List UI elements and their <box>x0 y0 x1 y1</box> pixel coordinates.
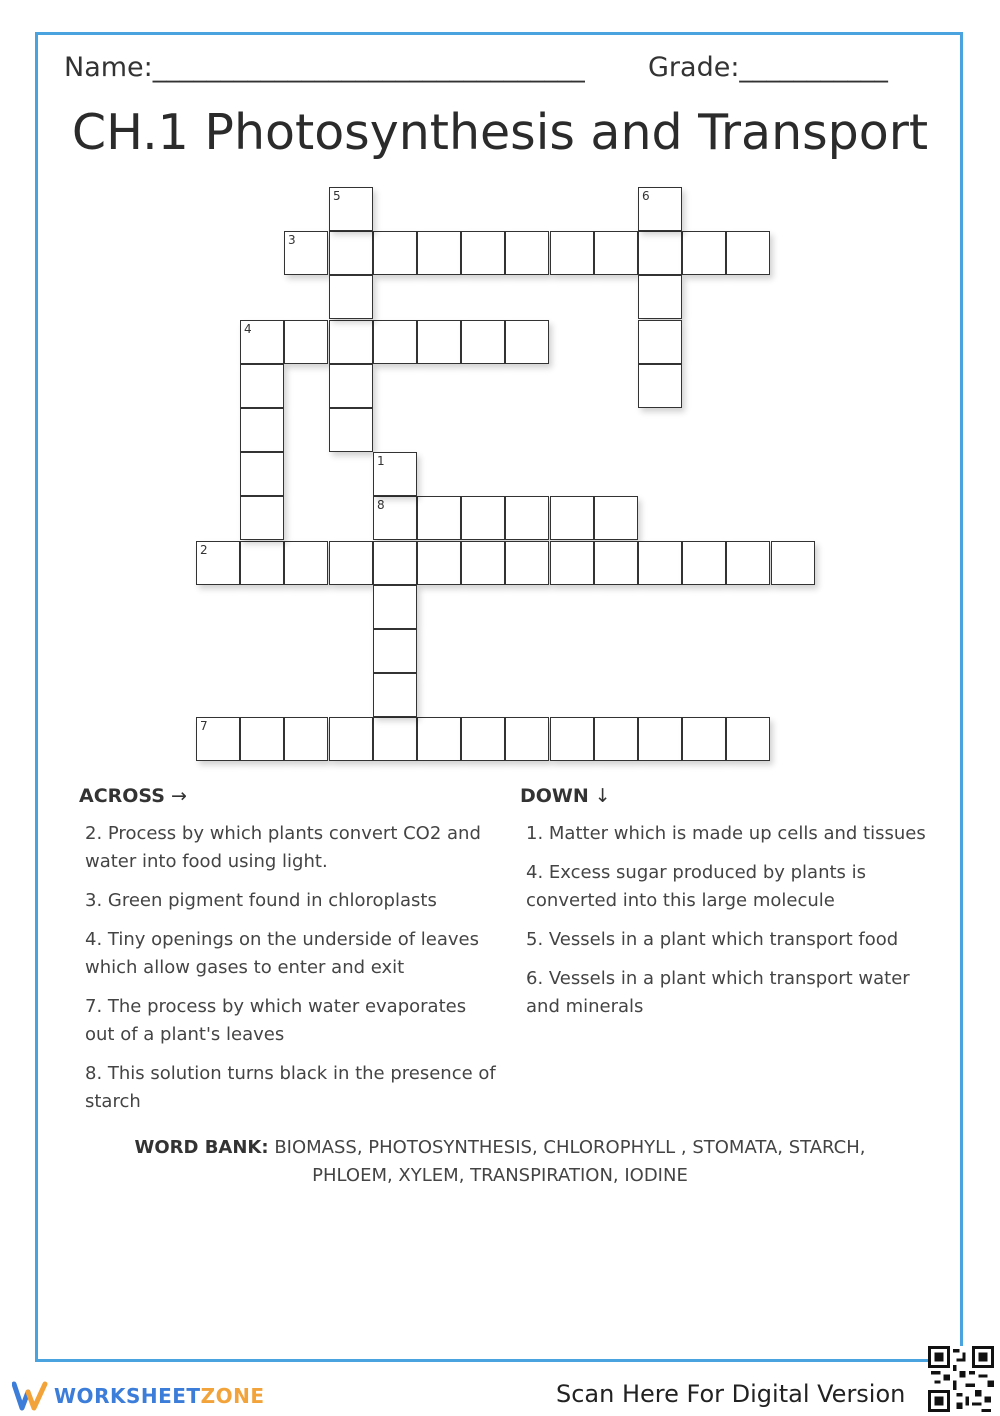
across-clue: 3. Green pigment found in chloroplasts <box>85 890 437 911</box>
word-bank-label: WORD BANK: <box>134 1137 269 1158</box>
crossword-cell[interactable] <box>638 717 682 761</box>
crossword-cell[interactable] <box>240 496 284 540</box>
crossword-cell[interactable] <box>505 541 549 585</box>
crossword-cell[interactable] <box>329 364 373 408</box>
crossword-cell[interactable] <box>329 717 373 761</box>
crossword-cell[interactable] <box>505 320 549 364</box>
crossword-cell[interactable] <box>638 541 682 585</box>
crossword-cell[interactable] <box>726 231 770 275</box>
across-heading <box>79 785 187 807</box>
clue-number: 1 <box>377 454 385 468</box>
word-bank <box>100 1134 900 1190</box>
across-clue-list <box>85 820 500 1127</box>
clue-number: 5 <box>333 189 341 203</box>
crossword-cell[interactable] <box>284 231 328 275</box>
down-clue: 4. Excess sugar produced by plants is converted into this large molecule <box>526 862 867 911</box>
logo-text <box>54 1384 264 1408</box>
worksheetzone-logo[interactable] <box>12 1378 264 1414</box>
crossword-cell[interactable] <box>417 717 461 761</box>
crossword-cell[interactable] <box>682 231 726 275</box>
page-title: CH.1 Photosynthesis and Transport <box>71 104 929 161</box>
crossword-cell[interactable] <box>726 541 770 585</box>
crossword-cell[interactable] <box>373 496 417 540</box>
crossword-cell[interactable] <box>373 231 417 275</box>
crossword-cell[interactable] <box>638 364 682 408</box>
down-heading <box>520 785 611 807</box>
crossword-cell[interactable] <box>461 541 505 585</box>
crossword-cell[interactable] <box>594 541 638 585</box>
crossword-cell[interactable] <box>682 717 726 761</box>
crossword-cell[interactable] <box>329 408 373 452</box>
logo-text-part1: WORKSHEET <box>54 1384 201 1408</box>
clue-number: 6 <box>642 189 650 203</box>
crossword-cell[interactable] <box>550 717 594 761</box>
crossword-cell[interactable] <box>196 541 240 585</box>
crossword-cell[interactable] <box>550 496 594 540</box>
crossword-cell[interactable] <box>726 717 770 761</box>
crossword-cell[interactable] <box>461 717 505 761</box>
across-clue: 2. Process by which plants convert CO2 and water into food using light. <box>85 823 481 872</box>
logo-text-part2: ZONE <box>200 1384 265 1408</box>
crossword-cell[interactable] <box>417 320 461 364</box>
crossword-cell[interactable] <box>284 717 328 761</box>
crossword-cell[interactable] <box>284 541 328 585</box>
down-clue: 6. Vessels in a plant which transport water and minerals <box>526 968 910 1017</box>
crossword-cell[interactable] <box>240 452 284 496</box>
crossword-cell[interactable] <box>505 717 549 761</box>
crossword-cell[interactable] <box>417 496 461 540</box>
crossword-cell[interactable] <box>638 275 682 319</box>
clue-number: 8 <box>377 498 385 512</box>
arrow-down-icon: ↓ <box>594 785 611 807</box>
crossword-cell[interactable] <box>373 452 417 496</box>
clue-number: 2 <box>200 543 208 557</box>
crossword-cell[interactable] <box>373 673 417 717</box>
crossword-cell[interactable] <box>461 496 505 540</box>
down-clue-list <box>526 820 936 1032</box>
word-bank-words: BIOMASS, PHOTOSYNTHESIS, CHLOROPHYLL , STOMATA, STARCH, PHLOEM, XYLEM, TRANSPIRATION, IODINE <box>274 1137 866 1186</box>
down-clue: 5. Vessels in a plant which transport food <box>526 929 899 950</box>
crossword-cell[interactable] <box>417 231 461 275</box>
crossword-cell[interactable] <box>240 320 284 364</box>
name-field[interactable]: Name:________________________________ <box>64 52 585 83</box>
crossword-cell[interactable] <box>240 717 284 761</box>
crossword-cell[interactable] <box>373 585 417 629</box>
crossword-cell[interactable] <box>284 320 328 364</box>
qr-code-icon[interactable] <box>928 1346 994 1412</box>
crossword-cell[interactable] <box>461 320 505 364</box>
crossword-cell[interactable] <box>638 187 682 231</box>
crossword-cell[interactable] <box>329 231 373 275</box>
logo-mark-icon <box>12 1380 48 1412</box>
crossword-cell[interactable] <box>550 231 594 275</box>
grade-field[interactable]: Grade:___________ <box>648 52 888 83</box>
crossword-cell[interactable] <box>417 541 461 585</box>
down-heading-label: DOWN <box>520 785 589 807</box>
crossword-cell[interactable] <box>373 629 417 673</box>
crossword-cell[interactable] <box>240 408 284 452</box>
clue-number: 7 <box>200 719 208 733</box>
crossword-cell[interactable] <box>329 187 373 231</box>
crossword-cell[interactable] <box>240 541 284 585</box>
crossword-cell[interactable] <box>505 496 549 540</box>
crossword-cell[interactable] <box>594 231 638 275</box>
crossword-cell[interactable] <box>373 717 417 761</box>
crossword-cell[interactable] <box>373 541 417 585</box>
crossword-cell[interactable] <box>240 364 284 408</box>
crossword-cell[interactable] <box>550 541 594 585</box>
crossword-cell[interactable] <box>329 275 373 319</box>
across-clue: 8. This solution turns black in the presence of starch <box>85 1063 496 1112</box>
crossword-cell[interactable] <box>329 320 373 364</box>
across-clue: 4. Tiny openings on the underside of leaves which allow gases to enter and exit <box>85 929 479 978</box>
clue-number: 3 <box>288 233 296 247</box>
across-heading-label: ACROSS <box>79 785 165 807</box>
clue-number: 4 <box>244 322 252 336</box>
crossword-cell[interactable] <box>594 717 638 761</box>
down-clue: 1. Matter which is made up cells and tissues <box>526 823 926 844</box>
across-clue: 7. The process by which water evaporates out of a plant's leaves <box>85 996 467 1045</box>
crossword-cell[interactable] <box>638 320 682 364</box>
arrow-right-icon: → <box>170 785 187 807</box>
crossword-cell[interactable] <box>196 717 240 761</box>
scan-caption: Scan Here For Digital Version <box>556 1380 906 1408</box>
crossword-cell[interactable] <box>461 231 505 275</box>
crossword-cell[interactable] <box>594 496 638 540</box>
crossword-cell[interactable] <box>505 231 549 275</box>
crossword-cell[interactable] <box>329 541 373 585</box>
crossword-cell[interactable] <box>771 541 815 585</box>
crossword-cell[interactable] <box>682 541 726 585</box>
crossword-cell[interactable] <box>638 231 682 275</box>
crossword-cell[interactable] <box>373 320 417 364</box>
